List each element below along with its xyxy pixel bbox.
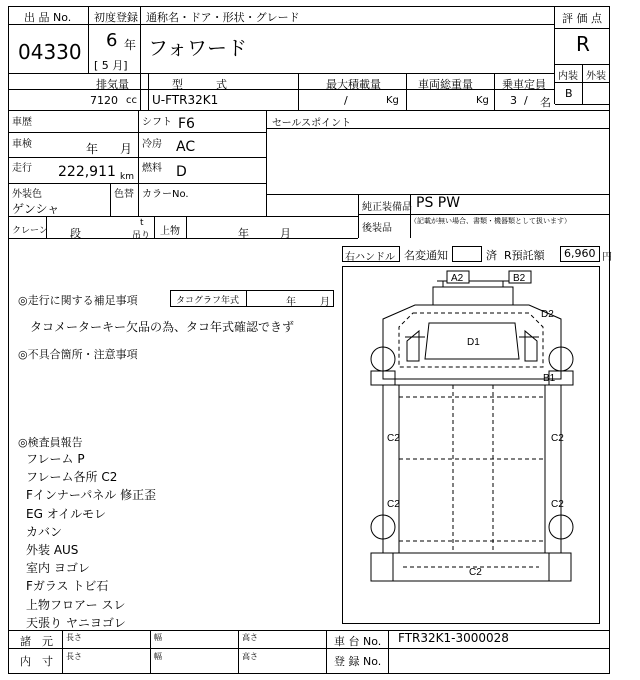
aircon-label: 冷房 bbox=[142, 139, 162, 150]
displacement: 7120 bbox=[90, 94, 118, 107]
max-load-unit: Kg bbox=[386, 95, 399, 106]
inspector-item: フレーム各所 C2 bbox=[26, 470, 118, 485]
tacho-year: 年 bbox=[286, 297, 296, 308]
reg-year-unit: 年 bbox=[124, 38, 137, 52]
height-label-2: 高さ bbox=[242, 652, 258, 661]
tacho-month: 月 bbox=[320, 297, 330, 308]
recycle-status: 済 bbox=[486, 249, 497, 262]
model-type-label: 型 式 bbox=[172, 78, 227, 91]
upper-month: 月 bbox=[280, 227, 291, 240]
truck-diagram bbox=[343, 267, 599, 623]
defects-label: ◎不具合箇所・注意事項 bbox=[18, 348, 138, 361]
registration-label: 登 録 No. bbox=[334, 655, 382, 668]
fuel-label: 燃料 bbox=[142, 163, 162, 174]
name-change-label: 名変通知 bbox=[404, 249, 448, 262]
width-label-2: 幅 bbox=[154, 652, 162, 661]
gross-weight-unit: Kg bbox=[476, 95, 489, 106]
capacity: 3 bbox=[510, 94, 517, 107]
tacho-label: タコグラフ年式 bbox=[176, 296, 240, 306]
damage-mark-b1: B1 bbox=[543, 373, 556, 384]
cab-roof-outline bbox=[433, 287, 513, 305]
max-load: / bbox=[344, 94, 348, 107]
inspector-item: Fガラス トビ石 bbox=[26, 579, 109, 594]
reg-year: 6 bbox=[106, 30, 118, 51]
color-change-label: 色替 bbox=[114, 189, 134, 200]
cargo-body-outline bbox=[399, 385, 545, 553]
aftermarket-label: 後装品 bbox=[362, 223, 392, 234]
color-code-label: カラーNo. bbox=[142, 189, 189, 200]
inspector-item: 天張り ヤニヨゴレ bbox=[26, 615, 126, 630]
aircon: AC bbox=[176, 139, 196, 155]
history-label: 車歴 bbox=[12, 117, 32, 128]
damage-mark-d1: D1 bbox=[467, 337, 480, 348]
capacity-unit: 名 bbox=[540, 96, 551, 109]
damage-mark-d2: D2 bbox=[541, 309, 554, 320]
supplement-text: タコメーターキー欠品の為、タコ年式確認できず bbox=[30, 320, 295, 334]
capacity-slash: / bbox=[524, 94, 528, 107]
inspection-label: 車検 bbox=[12, 139, 32, 150]
mileage-unit: km bbox=[120, 172, 134, 182]
reg-month: [ 5 月] bbox=[94, 59, 128, 72]
chassis-label: 車 台 No. bbox=[334, 635, 382, 648]
upper-label: 上物 bbox=[160, 226, 180, 237]
shift: F6 bbox=[178, 116, 195, 132]
crane-label: クレーン bbox=[12, 226, 48, 236]
inspection-month: 月 bbox=[120, 142, 133, 156]
inspector-label: ◎検査員報告 bbox=[18, 436, 83, 449]
lot-no: 04330 bbox=[18, 40, 82, 64]
car-name: フォワード bbox=[148, 36, 247, 60]
inspector-item: EG オイルモレ bbox=[26, 506, 107, 521]
recycle-deposit-label: R預託額 bbox=[504, 249, 545, 262]
recycle-amount: 6,960 bbox=[564, 247, 596, 260]
exterior-grade-label: 外装 bbox=[586, 71, 606, 82]
steering: 右ハンドル bbox=[345, 252, 395, 263]
yen-unit: 円 bbox=[602, 252, 612, 263]
interior-dims-label: 内 寸 bbox=[20, 655, 53, 668]
model-info-label: 通称名・ドア・形状・グレード bbox=[146, 11, 300, 24]
length-label: 長さ bbox=[66, 633, 82, 642]
lot-no-label: 出 品 No. bbox=[24, 11, 72, 24]
model-type: U-FTR32K1 bbox=[152, 93, 219, 107]
genuine-label: 純正装備品 bbox=[362, 202, 412, 213]
fuel: D bbox=[176, 164, 187, 180]
damage-mark-c2-right-lower: C2 bbox=[551, 499, 564, 510]
crane-ton: t bbox=[140, 218, 144, 228]
damage-mark-c2-rear: C2 bbox=[469, 567, 482, 578]
aftermarket-note: （記載が無い場合、書類・機器類として扱います） bbox=[410, 217, 571, 225]
damage-mark-c2-left-lower: C2 bbox=[387, 499, 400, 510]
grade-label: 評 価 点 bbox=[562, 12, 602, 25]
displacement-unit: cc bbox=[126, 95, 137, 106]
overall-grade: R bbox=[576, 32, 590, 56]
dims-label: 諸 元 bbox=[20, 635, 53, 648]
interior-grade: B bbox=[565, 87, 573, 100]
first-reg-label: 初度登録 bbox=[94, 11, 138, 24]
crane-stage: 段 bbox=[70, 227, 81, 240]
shift-label: シフト bbox=[142, 117, 172, 128]
displacement-label: 排気量 bbox=[96, 78, 129, 91]
height-label: 高さ bbox=[242, 633, 258, 642]
inspector-item: 上物フロアー スレ bbox=[26, 597, 126, 612]
mileage: 222,911 bbox=[58, 164, 116, 180]
damage-mark-c2-left-upper: C2 bbox=[387, 433, 400, 444]
interior-grade-label: 内装 bbox=[558, 71, 578, 82]
color: ゲンシャ bbox=[12, 202, 60, 216]
inspector-item: 室内 ヨゴレ bbox=[26, 561, 90, 576]
inspector-item: カバン bbox=[26, 524, 63, 539]
upper-year: 年 bbox=[238, 227, 249, 240]
capacity-label: 乗車定員 bbox=[502, 78, 546, 91]
inspector-item: フレーム P bbox=[26, 452, 85, 466]
sales-point-label: セールスポイント bbox=[272, 118, 352, 129]
width-label: 幅 bbox=[154, 633, 162, 642]
genuine-items: PS PW bbox=[416, 195, 461, 211]
inspector-item: Fインナーパネル 修正歪 bbox=[26, 488, 157, 503]
mileage-label: 走行 bbox=[12, 163, 32, 174]
color-label: 外装色 bbox=[12, 189, 42, 200]
chassis-no: FTR32K1-3000028 bbox=[398, 631, 509, 645]
damage-mark-b2: B2 bbox=[513, 273, 526, 284]
crane-hang: 吊り bbox=[132, 231, 151, 241]
inspector-item: 外装 AUS bbox=[26, 543, 79, 557]
inspection-year: 年 bbox=[86, 142, 99, 156]
gross-weight-label: 車両総重量 bbox=[418, 78, 473, 91]
damage-mark-c2-right-upper: C2 bbox=[551, 433, 564, 444]
damage-mark-a2: A2 bbox=[451, 273, 464, 284]
max-load-label: 最大積載量 bbox=[326, 78, 381, 91]
supplement-label: ◎走行に関する補足事項 bbox=[18, 294, 138, 307]
length-label-2: 長さ bbox=[66, 652, 82, 661]
